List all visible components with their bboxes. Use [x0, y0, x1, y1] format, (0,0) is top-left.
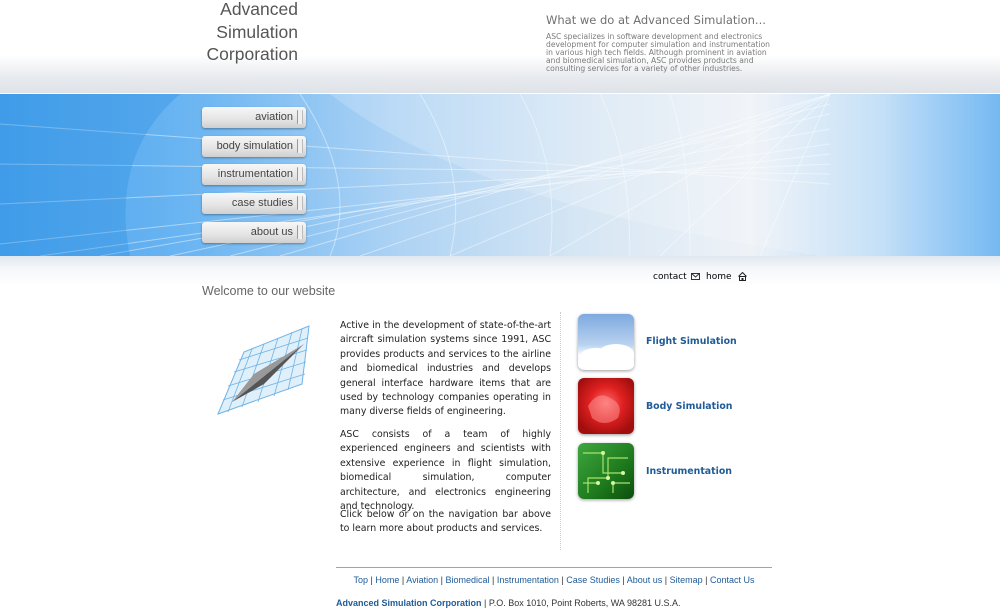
body-simulation-image[interactable] [578, 378, 634, 434]
logo-line: Corporation [206, 44, 298, 64]
contact-link[interactable]: contact [653, 272, 687, 282]
nav-button-case-studies[interactable] [202, 193, 306, 214]
banner-image [0, 94, 1000, 256]
envelope-icon[interactable] [691, 273, 700, 280]
page-title: Welcome to our website [202, 284, 336, 298]
footer-nav [336, 575, 772, 585]
intro-text: ASC specializes in software development and electronics development for computer simulation and instrumentation in various high tech fields. Although prominent in aviation and biomedical simulation, ASC provides products and consulting services for a variety of other industries. [546, 32, 770, 73]
grid-graphic [0, 94, 1000, 256]
flight-simulation-image[interactable] [578, 314, 634, 370]
separator: | [561, 575, 564, 585]
house-icon[interactable] [738, 272, 747, 281]
nav-label: body simulation [216, 140, 293, 152]
instrumentation-link[interactable]: Instrumentation [646, 466, 732, 477]
flight-simulation-link[interactable]: Flight Simulation [646, 336, 737, 347]
footer-link-contact-us[interactable]: Contact Us [710, 575, 755, 585]
organ-icon [578, 378, 634, 434]
nav-label: instrumentation [217, 168, 293, 180]
nav-label: about us [250, 226, 293, 238]
nav-button-body-simulation[interactable] [202, 136, 306, 157]
nav-tab-icon [297, 196, 303, 210]
separator: | [401, 575, 405, 585]
navigation-paragraph: Click below or on the navigation bar above to learn more about products and services. [340, 509, 551, 535]
footer-link-case-studies[interactable]: Case Studies [566, 575, 620, 585]
nav-button-about-us[interactable] [202, 222, 306, 243]
nav-tab-icon [297, 110, 303, 124]
footer-link-aviation[interactable]: Aviation [406, 575, 439, 585]
nav-tab-icon [297, 139, 303, 153]
header [0, 0, 1000, 285]
company-name-link[interactable]: Advanced Simulation Corporation [336, 598, 482, 608]
nav-button-aviation[interactable] [202, 107, 306, 128]
nav-label: case studies [231, 197, 293, 209]
team-paragraph: ASC consists of a team of highly experienced engineers and scientists with extensive experience in flight simulation, biomedical simulation, computer architecture, and electronics engineering and technology. [340, 429, 551, 513]
separator: | [705, 575, 708, 585]
nav-button-instrumentation[interactable] [202, 164, 306, 185]
column-divider [560, 312, 561, 550]
intro-paragraph: Active in the development of state-of-the-art aircraft simulation systems since 1991, ASC provides products and services to the airline and biomedical industries and develops general interface hardware items that are used by technology companies operating in many diverse fields of engineering. [340, 320, 551, 418]
body-simulation-link[interactable]: Body Simulation [646, 401, 733, 412]
footer-link-home[interactable]: Home [375, 575, 400, 585]
circuit-board-icon [578, 443, 634, 499]
wing-grid-logo-icon [214, 322, 314, 417]
logo-line: Simulation [216, 21, 298, 42]
nav-label: aviation [255, 111, 293, 123]
separator: | [370, 575, 373, 585]
separator: | [492, 575, 495, 585]
instrumentation-image[interactable] [578, 443, 634, 499]
footer-divider [336, 567, 772, 568]
separator: | [622, 575, 625, 585]
nav-tab-icon [297, 167, 303, 181]
footer-link-top[interactable]: Top [353, 575, 368, 585]
postal-address: | P.O. Box 1010, Point Roberts, WA 98281 U.S.A. [484, 598, 681, 608]
company-logo[interactable] [150, 0, 298, 66]
footer-link-instrumentation[interactable]: Instrumentation [496, 575, 559, 585]
footer-link-biomedical[interactable]: Biomedical [445, 575, 490, 585]
nav-tab-icon [297, 225, 303, 239]
separator: | [440, 575, 443, 585]
banner-footer-strip [0, 256, 1000, 285]
footer-link-about-us[interactable]: About us [626, 575, 663, 585]
home-link[interactable]: home [706, 272, 732, 282]
footer-link-sitemap[interactable]: Sitemap [669, 575, 703, 585]
separator: | [664, 575, 668, 585]
intro-title: What we do at Advanced Simulation... [546, 13, 766, 27]
logo-line: Advanced [220, 0, 298, 19]
clouds-icon [578, 314, 634, 370]
